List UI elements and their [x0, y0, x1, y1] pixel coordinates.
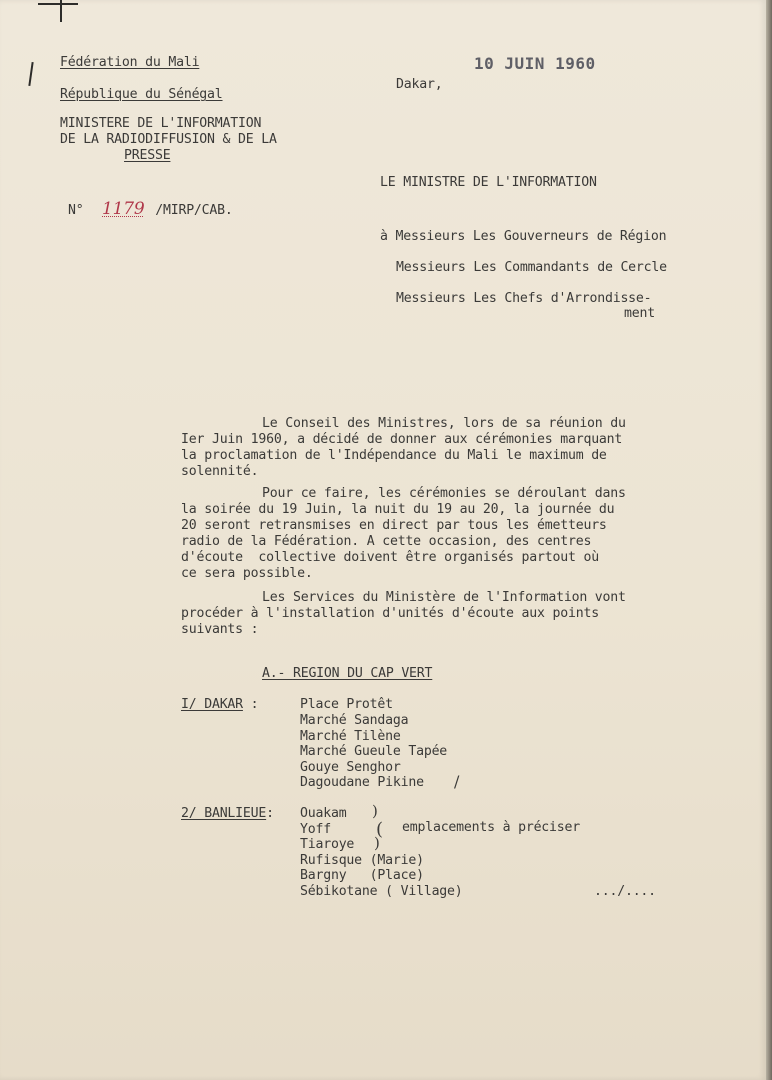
- number-suffix: /MIRP/CAB.: [155, 203, 233, 218]
- paragraph-2-line-2: la soirée du 19 Juin, la nuit du 19 au 20, la journée du: [181, 502, 615, 517]
- group-banlieue-label-text: 2/ BANLIEUE: [181, 806, 267, 821]
- dakar-item-6: Dagoudane Pikine: [300, 775, 424, 790]
- ministry-line-2: DE LA RADIODIFFUSION & DE LA: [60, 132, 277, 147]
- dakar-item-3: Marché Tilène: [300, 729, 401, 744]
- reference-number: [68, 199, 233, 219]
- place-label: Dakar,: [396, 77, 443, 92]
- banlieue-item-5: Bargny (Place): [300, 868, 424, 883]
- paragraph-2-line-6: ce sera possible.: [181, 566, 313, 581]
- paragraph-2-line-1: Pour ce faire, les cérémonies se déroulant dans: [262, 486, 626, 501]
- paragraph-1-line-3: la proclamation de l'Indépendance du Mali le maximum de: [181, 448, 607, 463]
- dakar-item-5: Gouye Senghor: [300, 760, 401, 775]
- brace-middle: (: [376, 819, 384, 840]
- paragraph-3-line-3: suivants :: [181, 622, 259, 637]
- paragraph-1-line-1: Le Conseil des Ministres, lors de sa réunion du: [262, 416, 626, 431]
- section-heading: [262, 666, 432, 682]
- federation-heading: Fédération du Mali: [60, 55, 200, 70]
- paragraph-3-line-2: procéder à l'installation d'unités d'écoute aux points: [181, 606, 599, 621]
- paragraph-2-line-4: radio de la Fédération. A cette occasion, des centres: [181, 534, 592, 549]
- paragraph-1-line-2: Ier Juin 1960, a décidé de donner aux cérémonies marquant: [181, 432, 623, 447]
- brace-bottom: ): [374, 834, 380, 852]
- section-prefix: A.-: [262, 666, 293, 681]
- paragraph-1-line-4: solennité.: [181, 464, 259, 479]
- republique-heading: République du Sénégal: [60, 87, 223, 102]
- dakar-item-1: Place Protêt: [300, 697, 393, 712]
- pen-slash-mark: /: [454, 772, 460, 791]
- banlieue-item-4: Rufisque (Marie): [300, 853, 424, 868]
- emplacements-note: emplacements à préciser: [402, 820, 581, 835]
- section-title: REGION DU CAP VERT: [292, 666, 433, 681]
- number-prefix: N°: [68, 203, 84, 218]
- group-banlieue-label: [181, 806, 274, 822]
- group-dakar-label: [181, 697, 258, 713]
- continuation-marker: .../....: [594, 884, 656, 899]
- recipient-governors: à Messieurs Les Gouverneurs de Région: [380, 229, 667, 244]
- margin-mark-vertical: [60, 0, 62, 22]
- sender-title: LE MINISTRE DE L'INFORMATION: [380, 175, 597, 190]
- number-handwritten: 1179: [102, 199, 145, 219]
- banlieue-item-3: Tiaroye: [300, 837, 355, 852]
- group-dakar-sep: :: [242, 697, 259, 712]
- paragraph-2-line-3: 20 seront retransmises en direct par tous les émetteurs: [181, 518, 607, 533]
- paragraph-2-line-5: d'écoute collective doivent être organisés partout où: [181, 550, 599, 565]
- recipient-chefs-cont: ment: [624, 306, 655, 321]
- banlieue-item-6: Sébikotane ( Village): [300, 884, 463, 899]
- date-stamp: 10 JUIN 1960: [474, 54, 596, 73]
- dakar-item-2: Marché Sandaga: [300, 713, 409, 728]
- brace-top: ): [372, 802, 378, 820]
- banlieue-item-1: Ouakam: [300, 806, 347, 821]
- margin-mark-left: [28, 62, 33, 86]
- dakar-item-4: Marché Gueule Tapée: [300, 744, 448, 759]
- paragraph-3-line-1: Les Services du Ministère de l'Information vont: [262, 590, 626, 605]
- ministry-line-3: PRESSE: [124, 148, 171, 163]
- banlieue-item-2: Yoff: [300, 822, 331, 837]
- ministry-line-1: MINISTERE DE L'INFORMATION: [60, 116, 262, 131]
- page-edge: [766, 0, 772, 1080]
- recipient-chefs: Messieurs Les Chefs d'Arrondisse-: [396, 291, 652, 306]
- margin-mark-top: [38, 3, 78, 5]
- group-banlieue-sep: :: [266, 806, 274, 821]
- recipient-commandants: Messieurs Les Commandants de Cercle: [396, 260, 667, 275]
- group-dakar-label-text: I/ DAKAR: [181, 697, 243, 712]
